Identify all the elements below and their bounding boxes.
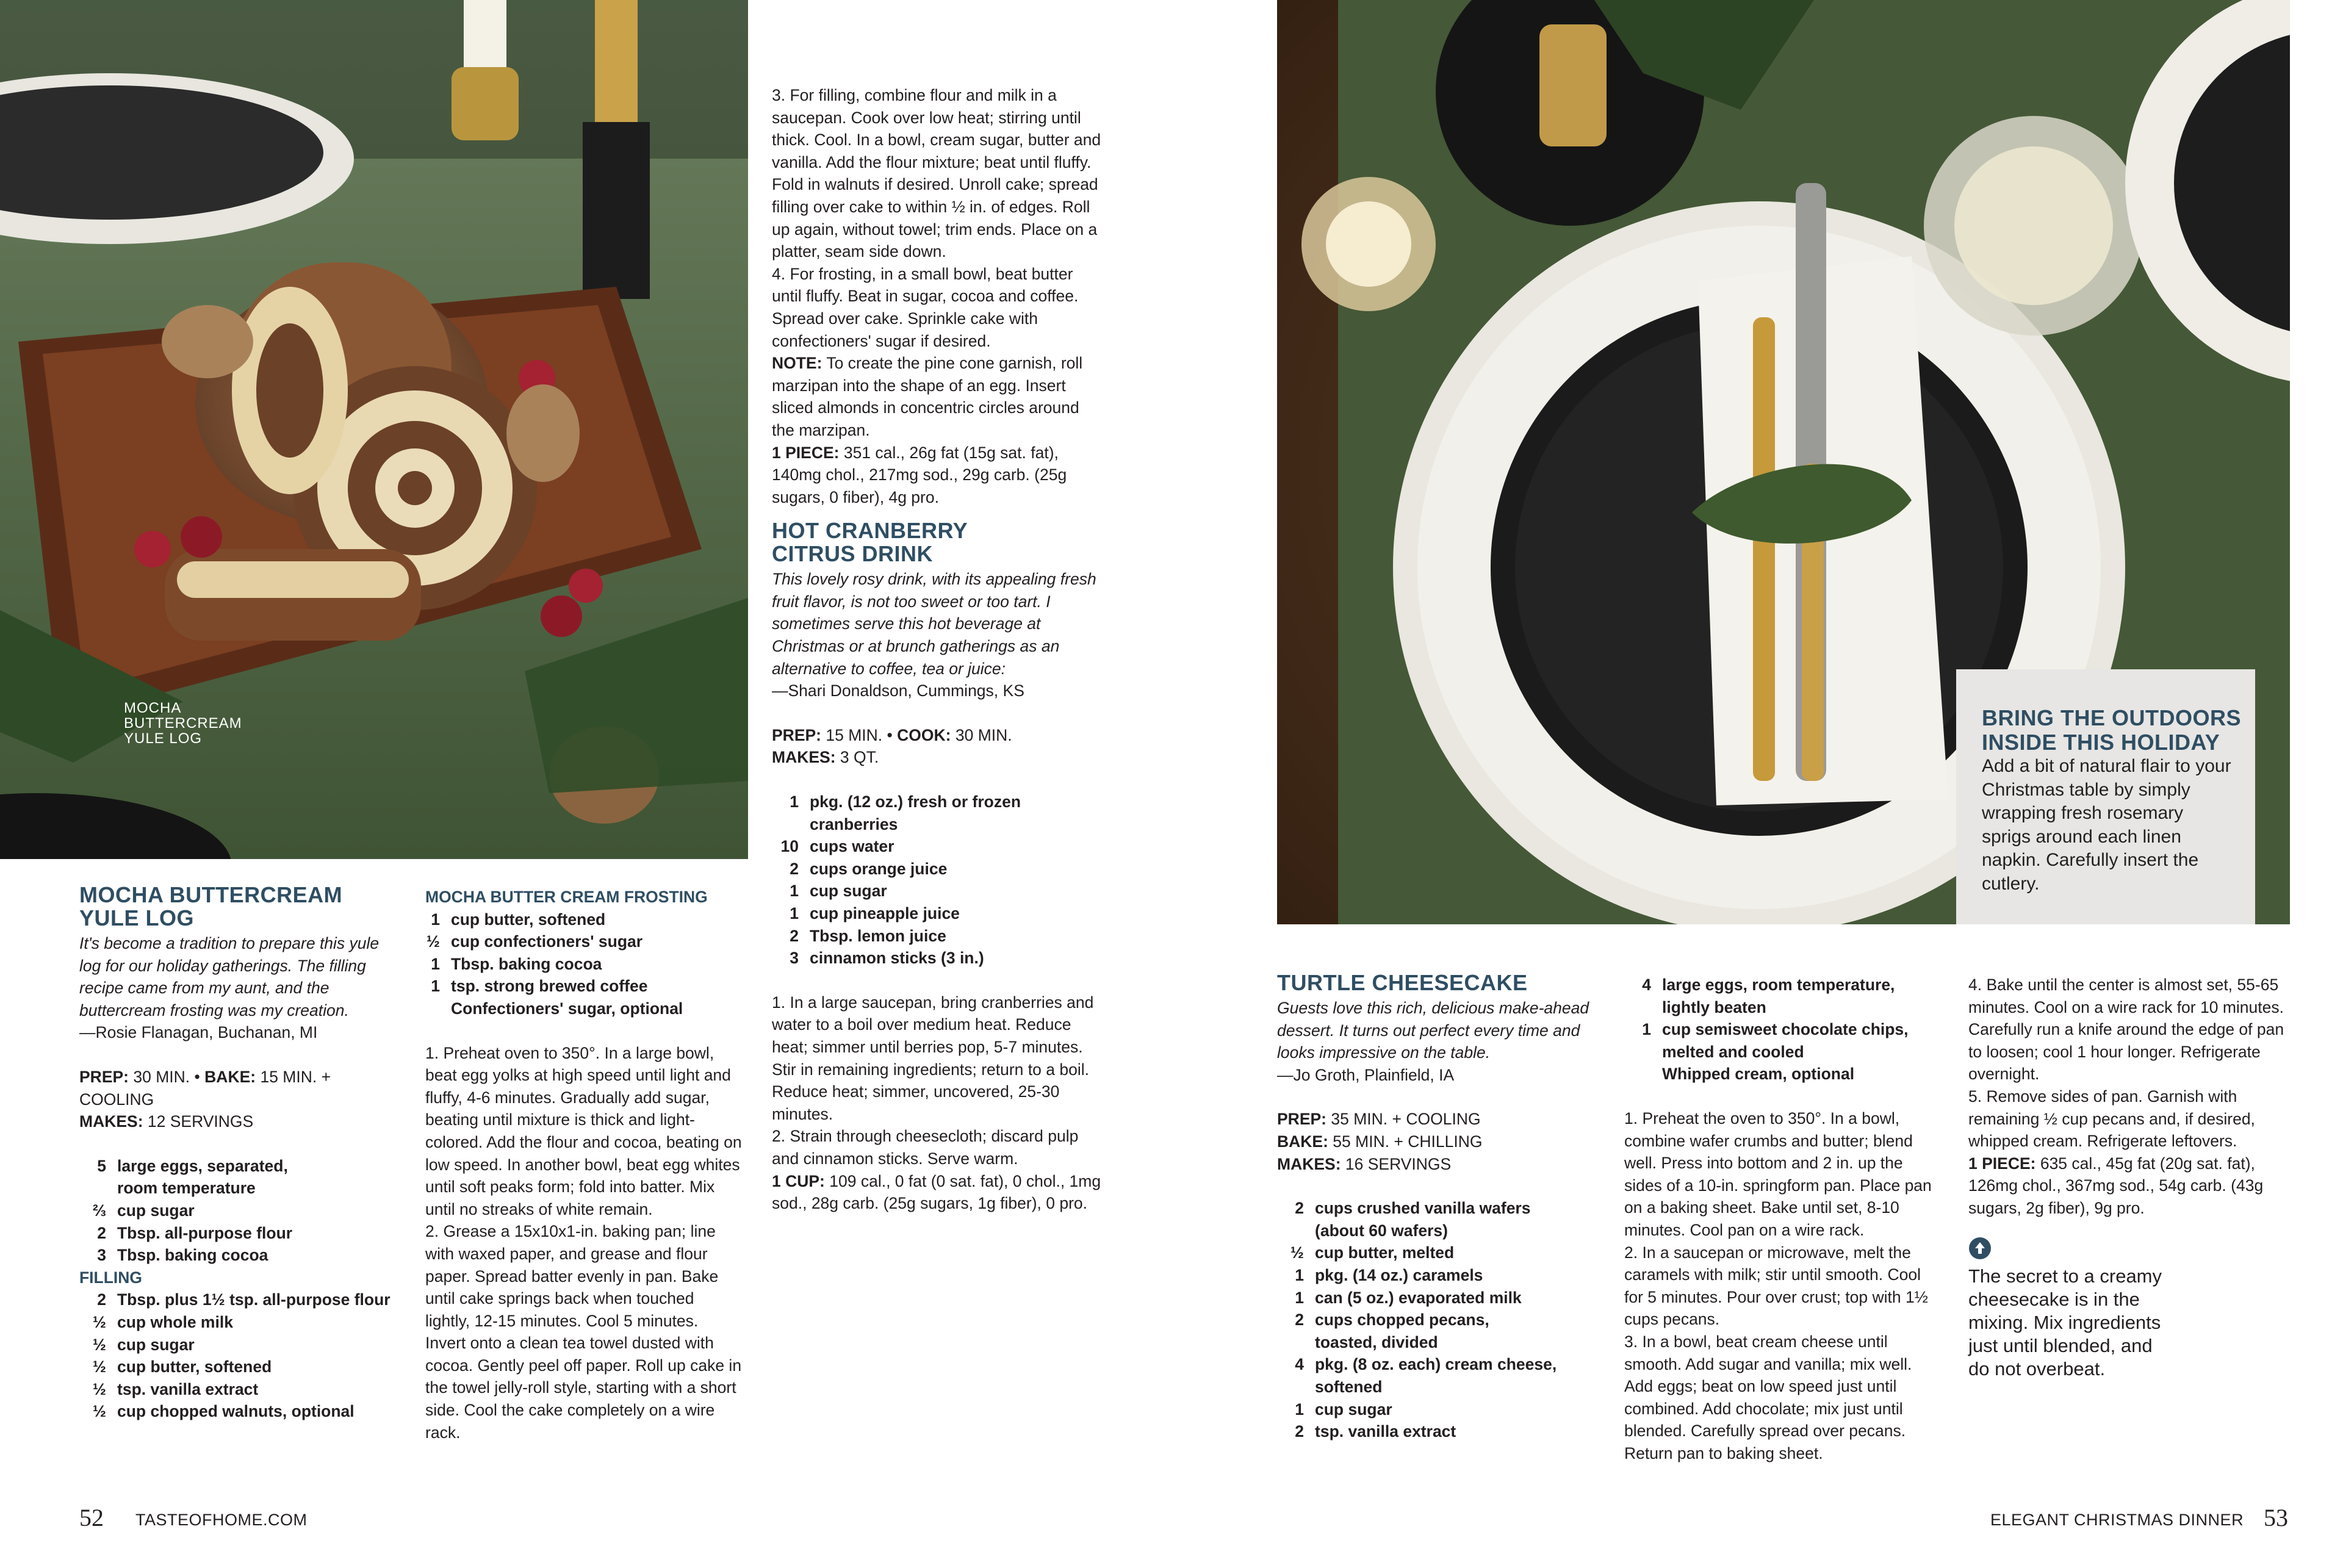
recipe-byline: —Rosie Flanagan, Buchanan, MI (79, 1023, 318, 1042)
cheesecake-step-1: 1. Preheat the oven to 350°. In a bowl, combine wafer crumbs and butter; blend well. Press into bottom and 2 in. up the sides of a 10-in. springform pan. Place pan on a baking sheet. Bake until set, 8-10 minutes. Cool pan on a wire rack. (1624, 1109, 1932, 1239)
recipe-title: MOCHA BUTTERCREAM YULE LOG (79, 882, 343, 930)
drink-intro: This lovely rosy drink, with its appealing fresh fruit flavor, is not too sweet or too tart. I sometimes serve this hot beverage at Christmas or at brunch gatherings as an alternative to coffee, tea or juice: (772, 570, 1096, 678)
arrow-up-circle-icon (1968, 1237, 1992, 1260)
tip-box-text: Add a bit of natural flair to your Christmas table by simply wrapping fresh rosemary sprigs around each linen napkin. Carefully insert the cutlery. (1982, 756, 2231, 894)
ingredient-row: 2 cups orange juice (790, 859, 948, 878)
website-footer: TASTEOFHOME.COM (135, 1511, 308, 1529)
ingredient-row: ½ cup butter, melted (1290, 1243, 1455, 1262)
cheesecake-tip: The secret to a creamy cheesecake is in the mixing. Mix ingredients just until blended, and do not overbeat. (1968, 1265, 2162, 1379)
ingredient-row: 1 cup pineapple juice (790, 904, 960, 922)
page-number-right: 53 (2264, 1504, 2288, 1531)
drink-step-2: 2. Strain through cheesecloth; discard pulp and cinnamon sticks. Serve warm. (772, 1127, 1079, 1168)
ingredient-row: 2 Tbsp. lemon juice (790, 926, 946, 945)
ingredient-row: 2 Tbsp. all-purpose flour (97, 1223, 293, 1242)
cheesecake-step-4: 4. Bake until the center is almost set, 55-65 minutes. Cool on a wire rack for 10 minutes. Carefully run a knife around the edge of pan to loosen; cool 1 hour longer. Refrigerate overnight. (1968, 976, 2284, 1084)
yule-log-column-2 (425, 886, 743, 1444)
cheesecake-nutrition: 1 PIECE: 635 cal., 45g fat (20g sat. fat), 126mg chol., 367mg sod., 54g carb. (43g sugars, 2g fiber), 9g pro. (1968, 1154, 2264, 1217)
section-footer: ELEGANT CHRISTMAS DINNER (1990, 1511, 2244, 1529)
ingredient-row: softened (1315, 1377, 1383, 1396)
ingredient-list (79, 1155, 403, 1267)
frosting-list (425, 908, 743, 1020)
yule-log-column-1 (79, 883, 403, 1423)
recipe-note: NOTE: To create the pine cone garnish, roll marzipan into the shape of an egg. Insert sliced almonds in concentric circles around the marzipan. (772, 354, 1083, 439)
recipe-intro: It's become a tradition to prepare this yule log for our holiday gatherings. The filling recipe came from my aunt, and the buttercream frosting was my creation. (79, 934, 380, 1020)
ingredient-row: 3 cinnamon sticks (3 in.) (790, 949, 984, 968)
cheesecake-step-3: 3. In a bowl, beat cream cheese until smooth. Add sugar and vanilla; mix well. Add eggs; beat on low speed just until combined. Add chocolate; mix just until blended. Carefully spread over pecans. Return pan to baking sheet. (1624, 1332, 1912, 1462)
prep-bake-line: PREP: 30 MIN. • BAKE: 15 MIN. + COOLING (79, 1067, 331, 1109)
ingredient-row: 3 Tbsp. baking cocoa (97, 1246, 268, 1265)
ingredient-row: ⅔ cup sugar (92, 1201, 195, 1220)
drink-prep-line: PREP: 15 MIN. • COOK: 30 MIN. (772, 725, 1012, 744)
ingredient-row: 1 pkg. (14 oz.) caramels (1295, 1265, 1483, 1284)
cheesecake-step-2: 2. In a saucepan or microwave, melt the caramels with milk; stir until smooth. Cool for 5 minutes. Pour over crust; top with 1½ cups pecans. (1624, 1243, 1928, 1329)
ingredient-row: 1 can (5 oz.) evaporated milk (1295, 1288, 1522, 1307)
makes-line: MAKES: 12 SERVINGS (79, 1112, 254, 1131)
ingredient-row: 1 cup sugar (790, 882, 887, 901)
photo-caption: MOCHA BUTTERCREAM YULE LOG (124, 700, 242, 747)
cheesecake-ingredient-list (1277, 1197, 1600, 1443)
step-3: 3. For filling, combine flour and milk in a saucepan. Cook over low heat; stirring until thick. Cool. In a bowl, cream sugar, butter and vanilla. Add the flour mixture; beat until fluffy. Fold in walnuts if desired. Unroll cake; spread filling over cake to within ½ in. of edges. Roll up again, without towel; trim ends. Place on a platter, seam side down. (772, 86, 1101, 261)
ingredient-row: 2 Tbsp. plus 1½ tsp. all-purpose flour (97, 1290, 390, 1309)
ingredient-row: 4 large eggs, room temperature, (1642, 976, 1895, 994)
page-number-left: 52 (79, 1504, 104, 1531)
step-1: 1. Preheat oven to 350°. In a large bowl, beat egg yolks at high speed until light and fluffy, 4-6 minutes. Gradually add sugar, beating until mixture is thick and light-colored. Add the flour and cocoa, beating on low speed. In another bowl, beat egg whites until soft peaks form; fold into batter. Mix until no streaks of white remain. (425, 1043, 742, 1218)
cheesecake-column-3 (1968, 974, 2286, 1381)
ingredient-row: ½ cup chopped walnuts, optional (92, 1402, 355, 1421)
cheesecake-prep: PREP: 35 MIN. + COOLING (1277, 1110, 1481, 1129)
ingredient-row: melted and cooled (1662, 1042, 1804, 1061)
ingredient-row: toasted, divided (1315, 1332, 1438, 1351)
filling-list (79, 1289, 403, 1423)
ingredient-row: ½ cup confectioners' sugar (426, 932, 643, 951)
ingredient-row: 1 pkg. (12 oz.) fresh or frozen (790, 793, 1021, 811)
recipe-nutrition: 1 PIECE: 351 cal., 26g fat (15g sat. fat), 140mg chol., 217mg sod., 29g carb. (25g sugars, 0 fiber), 4g pro. (772, 443, 1067, 506)
ingredient-row: 1 cup sugar (1295, 1400, 1392, 1419)
ingredient-row: 5 large eggs, separated, (97, 1156, 288, 1175)
ingredient-row: Whipped cream, optional (1662, 1065, 1855, 1084)
yule-log-photo (0, 0, 748, 859)
drink-makes-line: MAKES: 3 QT. (772, 748, 879, 767)
tip-box-title: BRING THE OUTDOORS INSIDE THIS HOLIDAY (1982, 705, 2242, 755)
ingredient-row: 10 cups water (780, 837, 894, 856)
yule-log-column-3 (772, 84, 1101, 1215)
ingredient-row: ½ cup sugar (92, 1335, 195, 1354)
cheesecake-column-2 (1624, 974, 1942, 1464)
cheesecake-makes: MAKES: 16 SERVINGS (1277, 1154, 1452, 1173)
cheesecake-bake: BAKE: 55 MIN. + CHILLING (1277, 1132, 1483, 1151)
cheesecake-column-1 (1277, 971, 1600, 1443)
cheesecake-byline: —Jo Groth, Plainfield, IA (1277, 1065, 1455, 1084)
drink-title: HOT CRANBERRY CITRUS DRINK (772, 518, 968, 567)
drink-byline: —Shari Donaldson, Cummings, KS (772, 682, 1024, 700)
ingredient-row: ½ cup whole milk (92, 1312, 233, 1331)
cheesecake-ingredient-list-2 (1624, 974, 1942, 1085)
ingredient-row: ½ tsp. vanilla extract (92, 1379, 259, 1398)
ingredient-row: Confectioners' sugar, optional (451, 999, 683, 1018)
filling-heading: FILLING (79, 1268, 143, 1287)
step-4: 4. For frosting, in a small bowl, beat butter until fluffy. Beat in sugar, cocoa and coffee. Spread over cake. Sprinkle cake with confectioners' sugar if desired. (772, 264, 1079, 350)
ingredient-row: 2 cups chopped pecans, (1295, 1311, 1489, 1329)
ingredient-row: room temperature (117, 1179, 256, 1198)
ingredient-row: cranberries (810, 815, 898, 833)
drink-nutrition: 1 CUP: 109 cal., 0 fat (0 sat. fat), 0 chol., 1mg sod., 28g carb. (25g sugars, 1g fiber), 0 pro. (772, 1171, 1101, 1213)
ingredient-row: ½ cup butter, softened (92, 1358, 272, 1376)
drink-ingredient-list (772, 791, 1101, 969)
cheesecake-step-5: 5. Remove sides of pan. Garnish with remaining ½ cup pecans and, if desired, whipped cream. Refrigerate leftovers. (1968, 1087, 2255, 1151)
ingredient-row: 2 tsp. vanilla extract (1295, 1422, 1456, 1441)
drink-step-1: 1. In a large saucepan, bring cranberries and water to a boil over medium heat. Reduce heat; simmer until berries pop, 5-7 minutes. Stir in remaining ingredients; return to a boil. Reduce heat; simmer, uncovered, 25-30 minutes. (772, 993, 1094, 1123)
frosting-heading: MOCHA BUTTER CREAM FROSTING (425, 888, 708, 906)
step-2: 2. Grease a 15x10x1-in. baking pan; line with waxed paper, and grease and flour paper. Spread batter evenly in pan. Bake until cake springs back when touched lightly, 12-15 minutes. Cool 5 minutes. Invert onto a clean tea towel dusted with cocoa. Gently peel off paper. Roll up cake in the towel jelly-roll style, starting with a short side. Cool the cake completely on a wire rack. (425, 1222, 742, 1442)
ingredient-row: 1 tsp. strong brewed coffee (431, 977, 648, 996)
holiday-tip-box (1956, 669, 2255, 924)
ingredient-row: 1 Tbsp. baking cocoa (431, 954, 602, 973)
ingredient-row: lightly beaten (1662, 998, 1766, 1016)
cheesecake-title: TURTLE CHEESECAKE (1277, 970, 1528, 995)
ingredient-row: 4 pkg. (8 oz. each) cream cheese, (1295, 1355, 1557, 1374)
cheesecake-intro: Guests love this rich, delicious make-ahead dessert. It turns out perfect every time and looks impressive on the table. (1277, 999, 1589, 1062)
ingredient-row: 1 cup semisweet chocolate chips, (1642, 1020, 1909, 1039)
ingredient-row: (about 60 wafers) (1315, 1221, 1448, 1240)
ingredient-row: 1 cup butter, softened (431, 910, 606, 929)
ingredient-row: 2 cups crushed vanilla wafers (1295, 1199, 1531, 1218)
